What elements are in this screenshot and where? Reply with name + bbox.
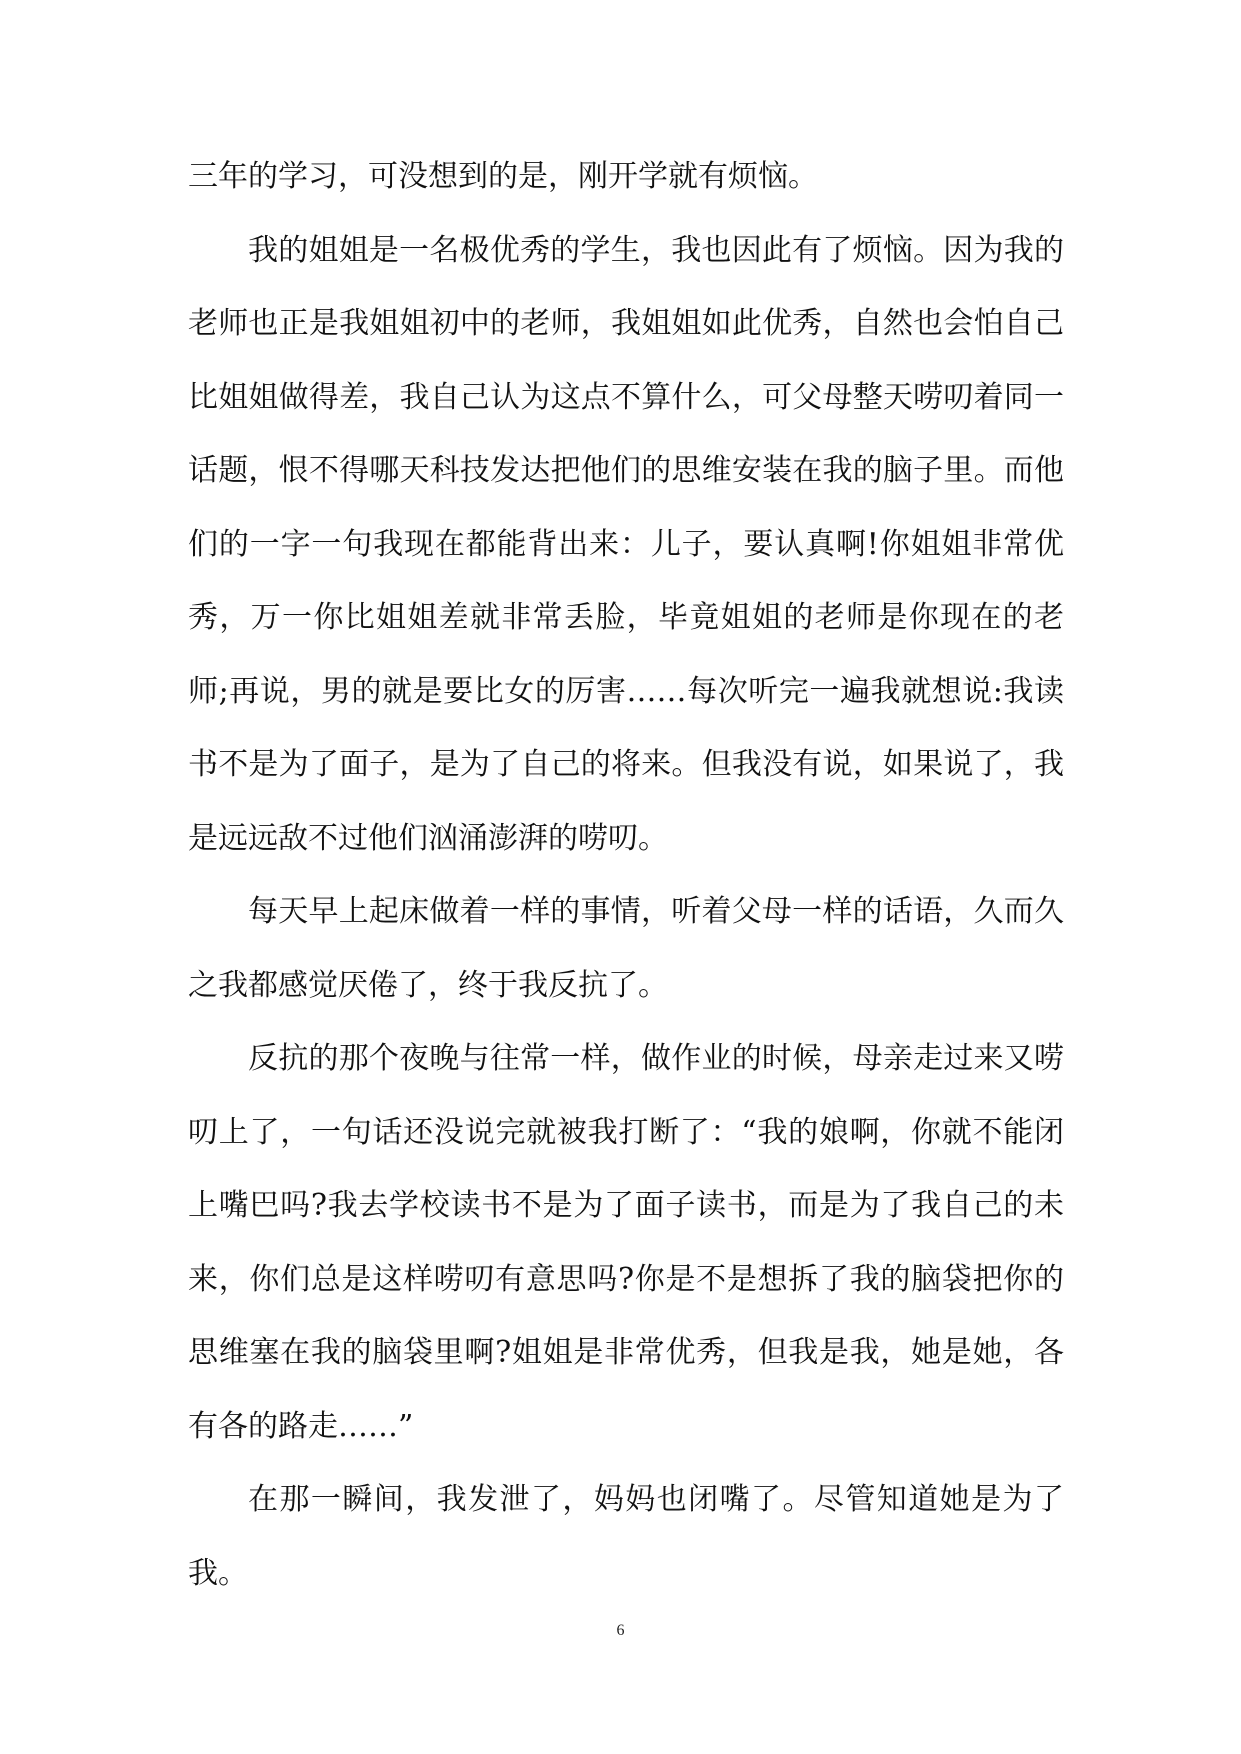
paragraph-1: 三年的学习，可没想到的是，刚开学就有烦恼。 — [188, 159, 818, 194]
paragraph-4: 反抗的那个夜晚与往常一样，做作业的时候，母亲走过来又唠叨上了，一句话还没说完就被我打断了：“我的娘啊，你就不能闭上嘴巴吗?我去学校读书不是为了面子读书，而是为了我自己的未来，你们总是这样唠叨有意思吗?你是不是想拆了我的脑袋把你的思维塞在我的脑袋里啊?姐姐是非常优秀，但我是我，她是她，各有各的路走……” — [188, 1041, 1064, 1444]
document-body — [188, 140, 1064, 1610]
page-number: 6 — [616, 1622, 625, 1639]
paragraph-2: 我的姐姐是一名极优秀的学生，我也因此有了烦恼。因为我的老师也正是我姐姐初中的老师，我姐姐如此优秀，自然也会怕自己比姐姐做得差，我自己认为这点不算什么，可父母整天唠叨着同一话题，恨不得哪天科技发达把他们的思维安装在我的脑子里。而他们的一字一句我现在都能背出来：儿子，要认真啊!你姐姐非常优秀，万一你比姐姐差就非常丢脸，毕竟姐姐的老师是你现在的老师;再说，男的就是要比女的厉害……每次听完一遍我就想说:我读书不是为了面子，是为了自己的将来。但我没有说，如果说了，我是远远敌不过他们汹涌澎湃的唠叨。 — [188, 232, 1064, 856]
paragraph-5: 在那一瞬间，我发泄了，妈妈也闭嘴了。尽管知道她是为了我。 — [188, 1482, 1064, 1591]
paragraph-3: 每天早上起床做着一样的事情，听着父母一样的话语，久而久之我都感觉厌倦了，终于我反抗了。 — [188, 894, 1064, 1003]
